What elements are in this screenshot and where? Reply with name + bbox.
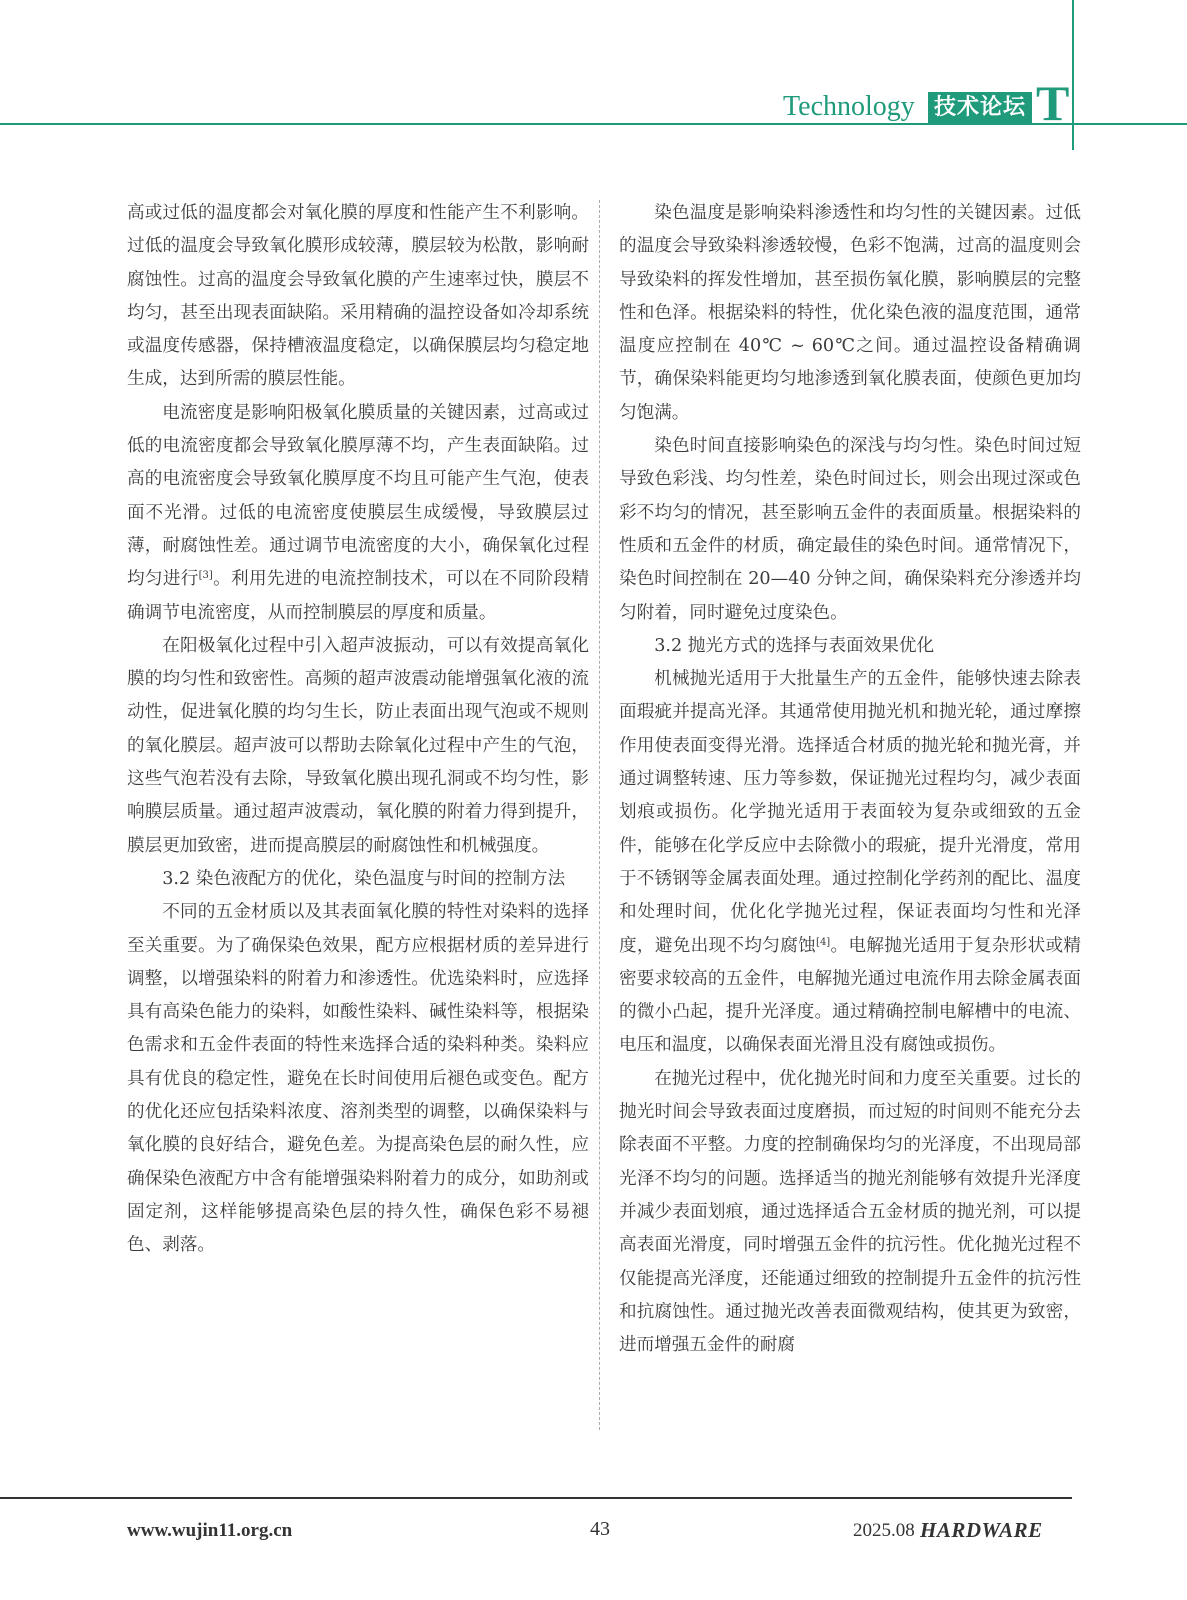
paragraph: 染色时间直接影响染色的深浅与均匀性。染色时间过短导致色彩浅、均匀性差，染色时间过长，则会出现过深或色彩不均匀的情况，甚至影响五金件的表面质量。根据染料的性质和五金件的材质，确定最佳的染色时间。通常情况下，染色时间控制在 20—40 分钟之间，确保染料充分渗透并均匀附着，同时避免过度染色。 — [619, 436, 1081, 623]
journal-name: HARDWARE — [920, 1518, 1043, 1542]
section-letter-logo: T — [1036, 75, 1070, 131]
section-title-english: Technology — [783, 91, 915, 122]
paragraph: 高或过低的温度都会对氧化膜的厚度和性能产生不利影响。过低的温度会导致氧化膜形成较薄，膜层较为松散，影响耐腐蚀性。过高的温度会导致氧化膜的产生速率过快，膜层不均匀，甚至出现表面缺陷。采用精确的温控设备如冷却系统或温度传感器，保持槽液温度稳定，以确保膜层均匀稳定地生成，达到所需的膜层性能。 — [127, 203, 589, 390]
paragraph-text: 。电解抛光适用于复杂形状或精密要求较高的五金件，电解抛光通过电流作用去除金属表面的微小凸起，提升光泽度。通过精确控制电解槽中的电流、电压和温度，以确保表面光滑且没有腐蚀或损伤。 — [619, 935, 1081, 1056]
footer-rule — [0, 1497, 1072, 1499]
paragraph-text: 。利用先进的电流控制技术，可以在不同阶段精确调节电流密度，从而控制膜层的厚度和质量。 — [127, 569, 589, 623]
citation: [4] — [816, 936, 831, 948]
citation: [3] — [198, 570, 213, 582]
section-heading: 3.2 染色液配方的优化，染色温度与时间的控制方法 — [162, 868, 566, 889]
page-number: 43 — [590, 1518, 610, 1540]
paragraph-text: 机械抛光适用于大批量生产的五金件，能够快速去除表面瑕疵并提高光泽。其通常使用抛光机和抛光轮，通过摩擦作用使表面变得光滑。选择适合材质的抛光轮和抛光膏，并通过调整转速、压力等参数，保证抛光过程均匀，减少表面划痕或损伤。化学抛光适用于表面较为复杂或细致的五金件，能够在化学反应中去除微小的瑕疵，提升光滑度，常用于不锈钢等金属表面处理。通过控制化学药剂的配比、温度和处理时间，优化化学抛光过程，保证表面均匀性和光泽度，避免出现不均匀腐蚀 — [619, 669, 1081, 956]
right-column — [619, 197, 1081, 1362]
paragraph: 不同的五金材质以及其表面氧化膜的特性对染料的选择至关重要。为了确保染色效果，配方应根据材质的差异进行调整，以增强染料的附着力和渗透性。优选染料时，应选择具有高染色能力的染料，如酸性染料、碱性染料等，根据染色需求和五金件表面的特性来选择合适的染料种类。染料应具有优良的稳定性，避免在长时间使用后褪色或变色。配方的优化还应包括染料浓度、溶剂类型的调整，以确保染料与氧化膜的良好结合，避免色差。为提高染色层的耐久性，应确保染色液配方中含有能增强染料附着力的成分，如助剂或固定剂，这样能够提高染色层的持久性，确保色彩不易褪色、剥落。 — [127, 902, 589, 1256]
paragraph — [127, 397, 589, 630]
paragraph: 染色温度是影响染料渗透性和均匀性的关键因素。过低的温度会导致染料渗透较慢，色彩不饱满，过高的温度则会导致染料的挥发性增加，甚至损伤氧化膜，影响膜层的完整性和色泽。根据染料的特性，优化染色液的温度范围，通常温度应控制在 40℃ ~ 60℃之间。通过温控设备精确调节，确保染料能更均匀地渗透到氧化膜表面，使颜色更加均匀饱满。 — [619, 203, 1081, 423]
header-vertical-rule — [1072, 0, 1074, 150]
issue-date: 2025.08 — [853, 1520, 915, 1541]
paragraph-text: 电流密度是影响阳极氧化膜质量的关键因素，过高或过低的电流密度都会导致氧化膜厚薄不均，产生表面缺陷。过高的电流密度会导致氧化膜厚度不均且可能产生气泡，使表面不光滑。过低的电流密度使膜层生成缓慢，导致膜层过薄，耐腐蚀性差。通过调节电流密度的大小，确保氧化过程均匀进行 — [127, 402, 589, 590]
footer-website: www.wujin11.org.cn — [127, 1520, 293, 1541]
section-title-chinese: 技术论坛 — [928, 92, 1032, 124]
left-column — [127, 197, 589, 1263]
paragraph — [619, 663, 1081, 1063]
paragraph: 在抛光过程中，优化抛光时间和力度至关重要。过长的抛光时间会导致表面过度磨损，而过短的时间则不能充分去除表面不平整。力度的控制确保均匀的光泽度，不出现局部光泽不均匀的问题。选择适当的抛光剂能够有效提升光泽度并减少表面划痕，通过选择适合五金材质的抛光剂，可以提高表面光滑度，同时增强五金件的抗污性。优化抛光过程不仅能提高光泽度，还能通过细致的控制提升五金件的抗污性和抗腐蚀性。通过抛光改善表面微观结构，使其更为致密，进而增强五金件的耐腐 — [619, 1068, 1081, 1356]
section-heading: 3.2 抛光方式的选择与表面效果优化 — [654, 635, 935, 656]
paragraph: 在阳极氧化过程中引入超声波振动，可以有效提高氧化膜的均匀性和致密性。高频的超声波震动能增强氧化液的流动性，促进氧化膜的均匀生长，防止表面出现气泡或不规则的氧化膜层。超声波可以帮助去除氧化过程中产生的气泡，这些气泡若没有去除，导致氧化膜出现孔洞或不均匀性，影响膜层质量。通过超声波震动，氧化膜的附着力得到提升，膜层更加致密，进而提高膜层的耐腐蚀性和机械强度。 — [127, 635, 589, 856]
column-divider — [599, 200, 600, 1430]
